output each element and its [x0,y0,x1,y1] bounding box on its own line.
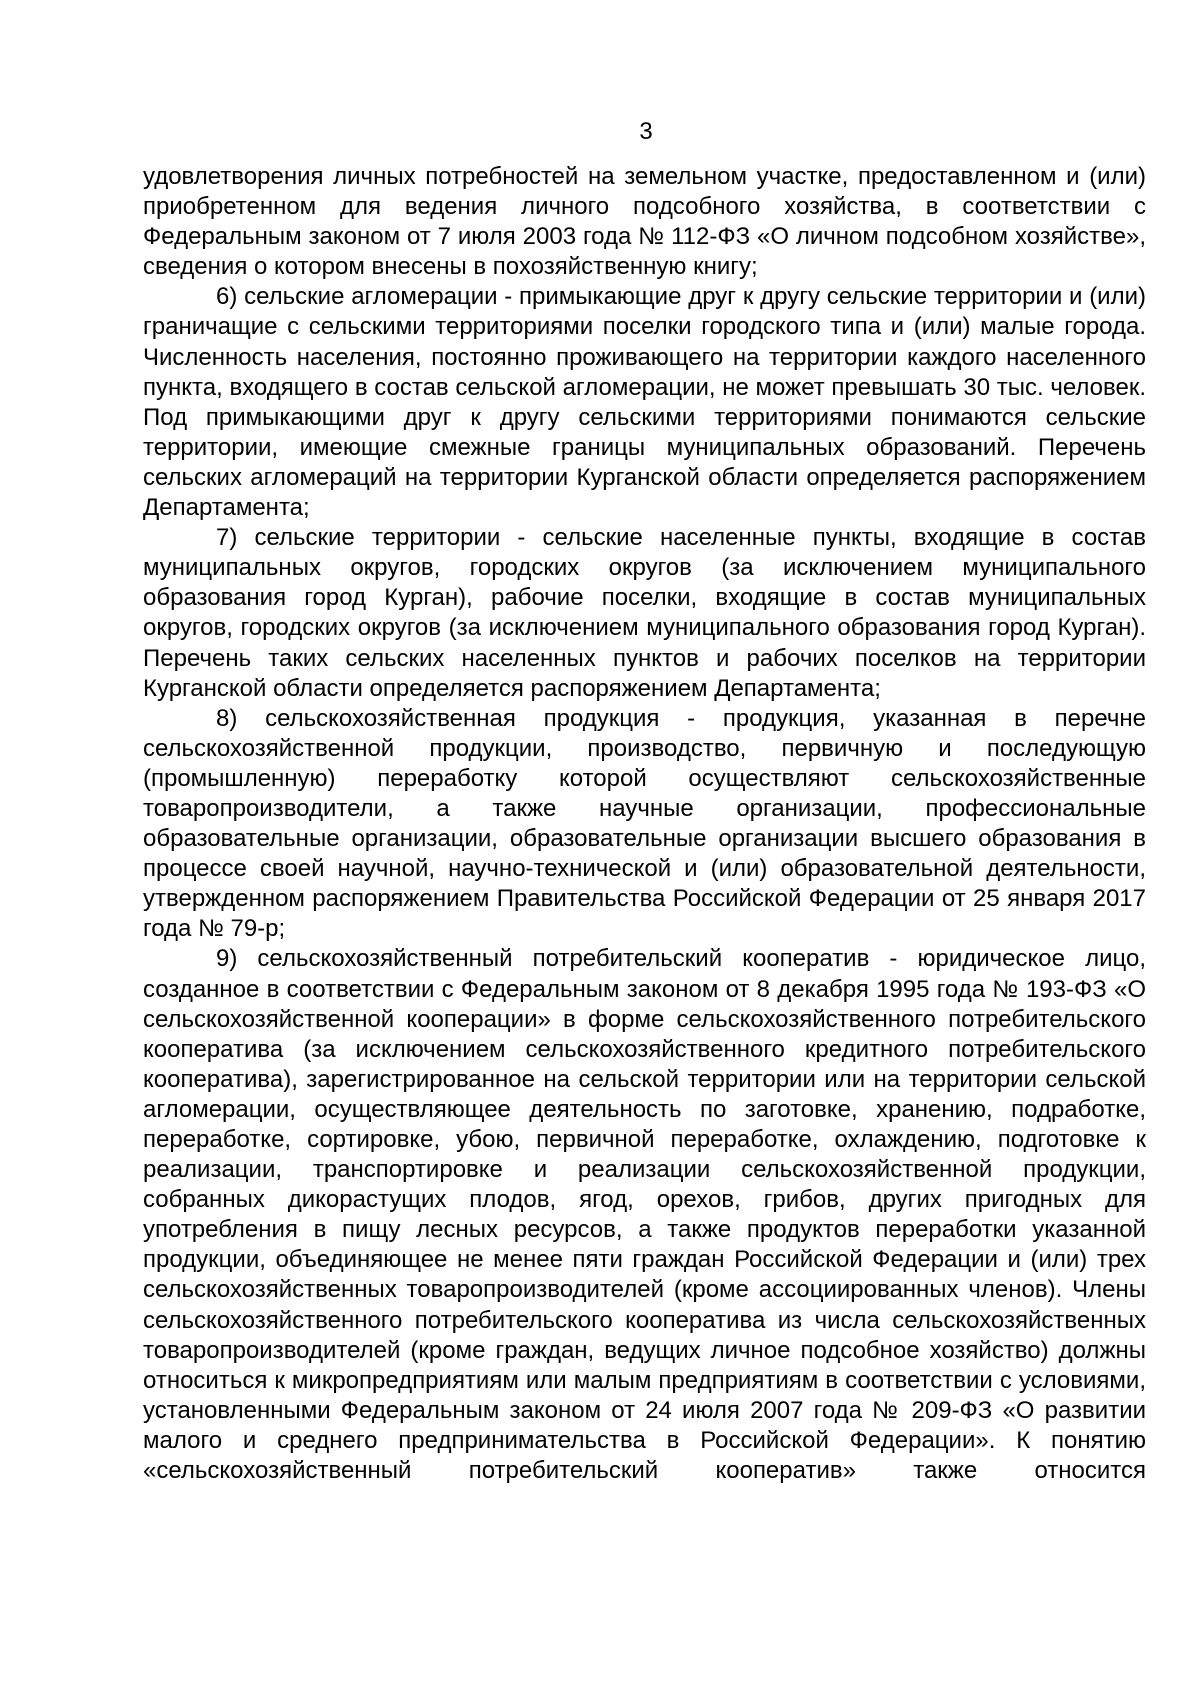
paragraph-item-7: 7) сельские территории - сельские населенные пункты, входящие в состав муниципальных округов, городских округов (за исключением муниципального образования город Курган), рабочие поселки, входящие в состав муниципальных округов, городских округов (за исключением муниципального образования город Курган). Перечень таких сельских населенных пунктов и рабочих поселков на территории Курганской области определяется распоряжением Департамента; [143,524,1146,702]
document-body [143,162,1146,1486]
paragraph-item-8: 8) сельскохозяйственная продукция - продукция, указанная в перечне сельскохозяйственной продукции, производство, первичную и последующую (промышленную) переработку которой осуществляют сельскохозяйственные товаропроизводители, а также научные организации, профессиональные образовательные организации, образовательные организации высшего образования в процессе своей научной, научно-технической и (или) образовательной деятельности, утвержденном распоряжением Правительства Российской Федерации от 25 января 2017 года № 79-р; [143,704,1146,943]
paragraph-item-9: 9) сельскохозяйственный потребительский кооператив - юридическое лицо, созданное в соответствии с Федеральным законом от 8 декабря 1995 года № 193-ФЗ «О сельскохозяйственной кооперации» в форме сельскохозяйственного потребительского кооператива (за исключением сельскохозяйственного кредитного потребительского кооператива), зарегистрированное на сельской территории или на территории сельской агломерации, осуществляющее деятельность по заготовке, хранению, подработке, переработке, сортировке, убою, первичной переработке, охлаждению, подготовке к реализации, транспортировке и реализации сельскохозяйственной продукции, собранных дикорастущих плодов, ягод, орехов, грибов, других пригодных для употребления в пищу лесных ресурсов, а также продуктов переработки указанной продукции, объединяющее не менее пяти граждан Российской Федерации и (или) трех сельскохозяйственных товаропроизводителей (кроме ассоциированных членов). Члены сельскохозяйственного потребительского кооператива из числа сельскохозяйственных товаропроизводителей (кроме граждан, ведущих личное подсобное хозяйство) должны относиться к микропредприятиям или малым предприятиям в соответствии с условиями, установленными Федеральным законом от 24 июля 2007 года № 209-ФЗ «О развитии малого и среднего предпринимательства в Российской Федерации». К понятию «сельскохозяйственный потребительский кооператив» также относится [143,945,1146,1485]
paragraph-continuation: удовлетворения личных потребностей на земельном участке, предоставленном и (или) приобретенном для ведения личного подсобного хозяйства, в соответствии с Федеральным законом от 7 июля 2003 года № 112-ФЗ «О личном подсобном хозяйстве», сведения о котором внесены в похозяйственную книгу; [143,163,1146,281]
page-number: 3 [639,118,653,145]
paragraph-item-6: 6) сельские агломерации - примыкающие друг к другу сельские территории и (или) граничащие с сельскими территориями поселки городского типа и (или) малые города. Численность населения, постоянно проживающего на территории каждого населенного пункта, входящего в состав сельской агломерации, не может превышать 30 тыс. человек. Под примыкающими друг к другу сельскими территориями понимаются сельские территории, имеющие смежные границы муниципальных образований. Перечень сельских агломераций на территории Курганской области определяется распоряжением Департамента; [143,283,1146,522]
